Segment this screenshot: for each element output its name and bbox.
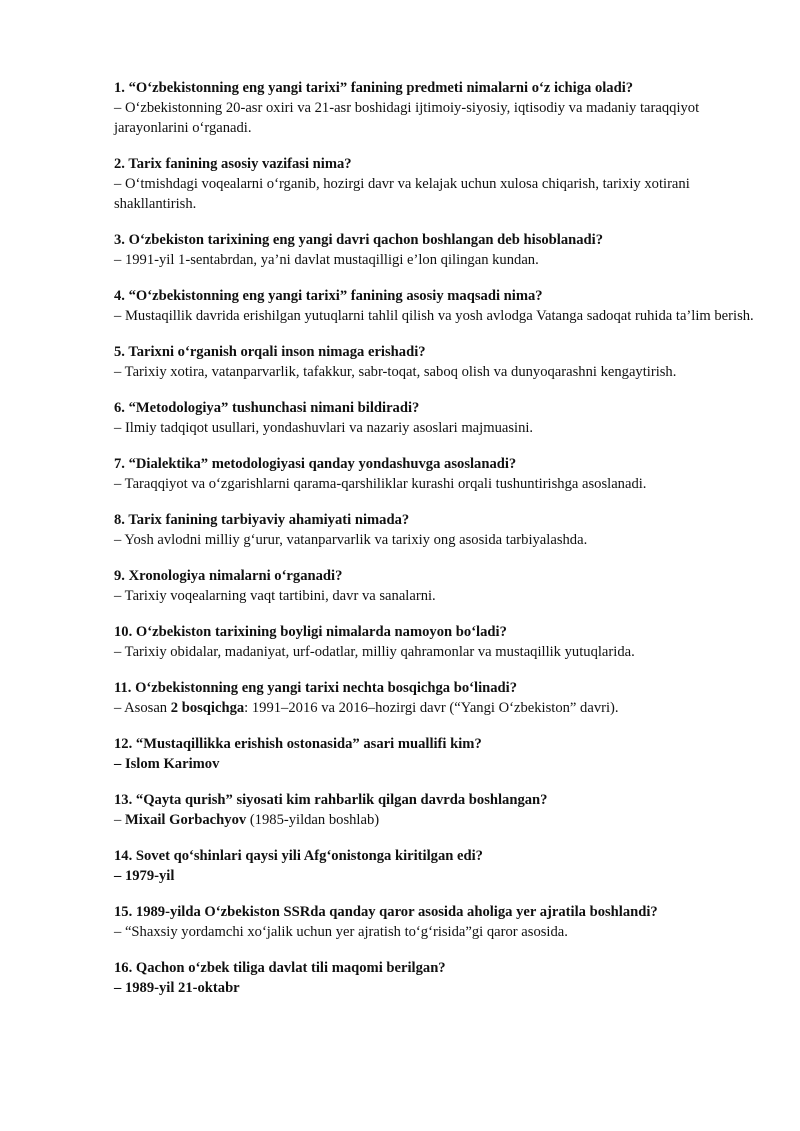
qa-item-5 [114, 342, 754, 382]
qa-item-14 [114, 846, 754, 886]
qa-item-6 [114, 398, 754, 438]
answer [114, 978, 754, 998]
document-page [114, 78, 754, 1014]
question: 16. Qachon o‘zbek tiliga davlat tili maqomi berilgan? [114, 960, 446, 976]
answer [114, 698, 754, 718]
question: 14. Sovet qo‘shinlari qaysi yili Afg‘onistonga kiritilgan edi? [114, 848, 483, 864]
answer: – Yosh avlodni milliy g‘urur, vatanparvarlik va tarixiy ong asosida tarbiyalashda. [114, 532, 588, 548]
answer [114, 866, 754, 886]
answer-emphasis: 2 bosqichga [170, 700, 245, 716]
answer: – Ilmiy tadqiqot usullari, yondashuvlari va nazariy asoslari majmuasini. [114, 420, 534, 436]
answer-text: (1985-yildan boshlab) [246, 812, 380, 828]
answer: – “Shaxsiy yordamchi xo‘jalik uchun yer ajratish to‘g‘risida”gi qaror asosida. [114, 924, 568, 940]
answer: – Taraqqiyot va o‘zgarishlarni qarama-qarshiliklar kurashi orqali tushuntirishga asoslanadi. [114, 476, 647, 492]
answer-emphasis: Mixail Gorbachyov [124, 812, 247, 828]
qa-item-7 [114, 454, 754, 494]
answer [114, 754, 754, 774]
answer: – Tarixiy obidalar, madaniyat, urf-odatlar, milliy qahramonlar va mustaqillik yutuqlarida. [114, 644, 635, 660]
qa-item-16 [114, 958, 754, 998]
qa-item-2 [114, 154, 754, 214]
answer: – 1991-yil 1-sentabrdan, ya’ni davlat mustaqilligi e’lon qilingan kundan. [114, 252, 539, 268]
answer: – O‘zbekistonning 20-asr oxiri va 21-asr boshidagi ijtimoiy-siyosiy, iqtisodiy va madaniy taraqqiyot jarayonlarini o‘rganadi. [114, 100, 700, 136]
question: 1. “O‘zbekistonning eng yangi tarixi” fanining predmeti nimalarni o‘z ichiga oladi? [114, 80, 634, 96]
question: 4. “O‘zbekistonning eng yangi tarixi” fanining asosiy maqsadi nima? [114, 288, 543, 304]
question: 13. “Qayta qurish” siyosati kim rahbarlik qilgan davrda boshlangan? [114, 792, 548, 808]
answer-emphasis: – Islom Karimov [114, 756, 220, 772]
qa-item-15 [114, 902, 754, 942]
qa-item-4 [114, 286, 754, 326]
answer-emphasis: – 1989-yil 21-oktabr [114, 980, 240, 996]
question: 5. Tarixni o‘rganish orqali inson nimaga erishadi? [114, 344, 426, 360]
qa-item-3 [114, 230, 754, 270]
question: 11. O‘zbekistonning eng yangi tarixi nechta bosqichga bo‘linadi? [114, 680, 518, 696]
answer-emphasis: – 1979-yil [114, 868, 175, 884]
question: 7. “Dialektika” metodologiyasi qanday yondashuvga asoslanadi? [114, 456, 517, 472]
qa-item-8 [114, 510, 754, 550]
answer-text: – Asosan [114, 700, 171, 716]
answer-text: : 1991–2016 va 2016–hozirgi davr (“Yangi O‘zbekiston” davri). [244, 700, 619, 716]
question: 3. O‘zbekiston tarixining eng yangi davri qachon boshlangan deb hisoblanadi? [114, 232, 604, 248]
question: 6. “Metodologiya” tushunchasi nimani bildiradi? [114, 400, 420, 416]
qa-item-9 [114, 566, 754, 606]
answer: – Mustaqillik davrida erishilgan yutuqlarni tahlil qilish va yosh avlodga Vatanga sadoqat ruhida ta’lim berish. [114, 308, 754, 324]
question: 8. Tarix fanining tarbiyaviy ahamiyati nimada? [114, 512, 410, 528]
answer: – O‘tmishdagi voqealarni o‘rganib, hozirgi davr va kelajak uchun xulosa chiqarish, tarixiy xotirani shakllantirish. [114, 176, 690, 212]
qa-item-1 [114, 78, 754, 138]
qa-item-12 [114, 734, 754, 774]
qa-item-10 [114, 622, 754, 662]
answer [114, 810, 754, 830]
question: 12. “Mustaqillikka erishish ostonasida” asari muallifi kim? [114, 736, 482, 752]
question: 9. Xronologiya nimalarni o‘rganadi? [114, 568, 343, 584]
question: 2. Tarix fanining asosiy vazifasi nima? [114, 156, 352, 172]
answer: – Tarixiy xotira, vatanparvarlik, tafakkur, sabr-toqat, saboq olish va dunyoqarashni kengaytirish. [114, 364, 677, 380]
qa-item-13 [114, 790, 754, 830]
question: 15. 1989-yilda O‘zbekiston SSRda qanday qaror asosida aholiga yer ajratila boshlandi? [114, 904, 658, 920]
qa-item-11 [114, 678, 754, 718]
answer: – Tarixiy voqealarning vaqt tartibini, davr va sanalarni. [114, 588, 436, 604]
answer-text: – [114, 812, 125, 828]
question: 10. O‘zbekiston tarixining boyligi nimalarda namoyon bo‘ladi? [114, 624, 507, 640]
